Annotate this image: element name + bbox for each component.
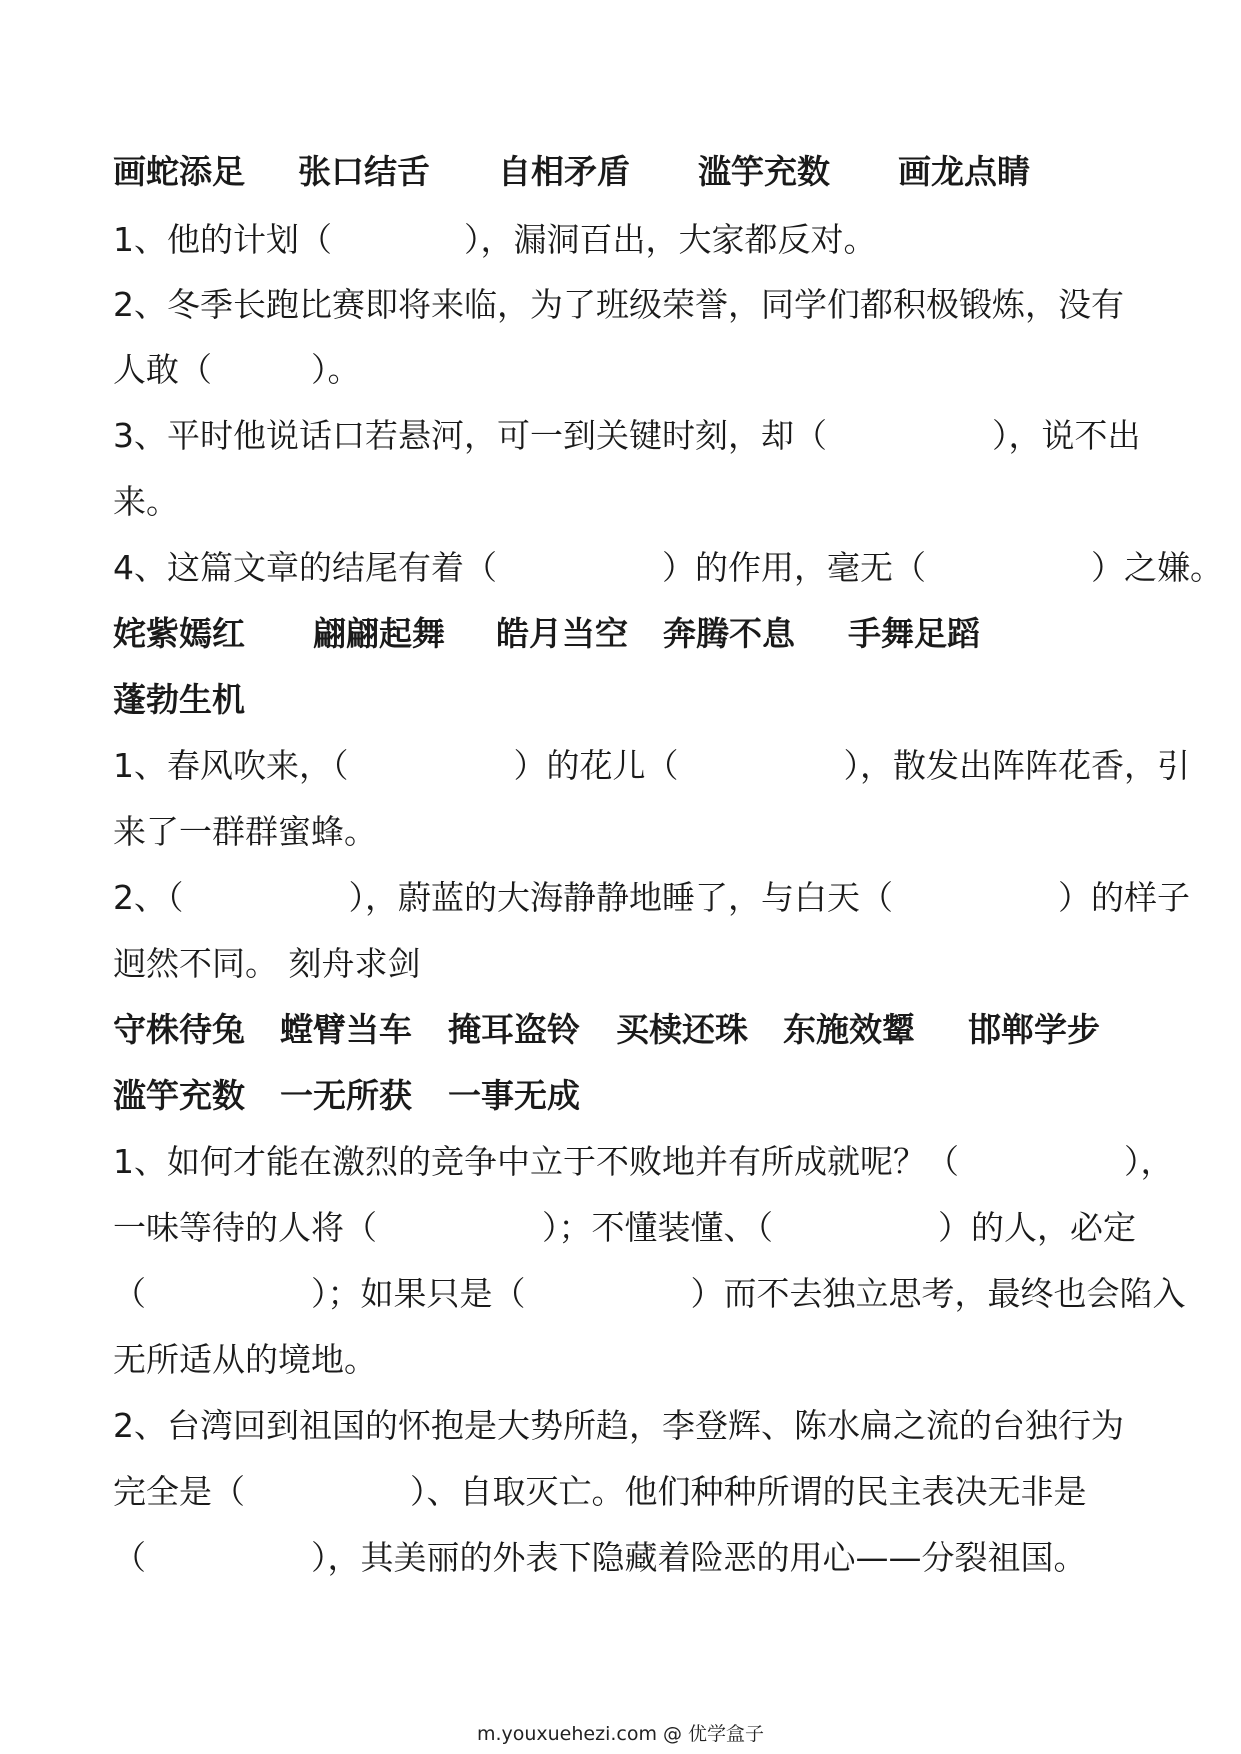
- question-text: 2、台湾回到祖国的怀抱是大势所趋，李登辉、陈水扁之流的台独行为: [113, 1406, 1124, 1445]
- question-text: （ ），其美丽的外表下隐藏着险恶的用心——分裂祖国。: [113, 1538, 1087, 1577]
- question-text: 完全是（ ）、自取灭亡。他们种种所谓的民主表决无非是: [113, 1472, 1087, 1511]
- question-text: （ ）；如果只是（ ）而不去独立思考，最终也会陷入: [113, 1274, 1186, 1313]
- word-bank-item: 翩翩起舞: [313, 614, 445, 653]
- question-text: 一味等待的人将（ ）；不懂装懂、（ ）的人，必定: [113, 1208, 1136, 1247]
- question-text: 迥然不同。 刻舟求剑: [113, 944, 421, 983]
- word-bank-item: 一无所获: [280, 1076, 412, 1115]
- question-text: 1、春风吹来，（ ）的花儿（ ），散发出阵阵花香，引: [113, 746, 1190, 785]
- word-bank-item: 皓月当空: [496, 614, 628, 653]
- word-bank-item: 手舞足蹈: [848, 614, 980, 653]
- footer-watermark: m.youxuehezi.com @ 优学盒子: [476, 1723, 765, 1745]
- word-bank-item: 东施效颦: [783, 1010, 915, 1049]
- question-text: 来。: [113, 482, 179, 521]
- word-bank-item: 滥竽充数: [113, 1076, 245, 1115]
- word-bank-item: 邯郸学步: [968, 1010, 1100, 1049]
- question-text: 3、平时他说话口若悬河，可一到关键时刻，却（ ），说不出: [113, 416, 1141, 455]
- word-bank-item: 守株待兔: [113, 1010, 245, 1049]
- word-bank-item: 自相矛盾: [498, 152, 630, 191]
- word-bank-item: 画龙点睛: [898, 152, 1030, 191]
- word-bank-item: 掩耳盗铃: [448, 1010, 580, 1049]
- question-text: 4、这篇文章的结尾有着（ ）的作用，毫无（ ）之嫌。: [113, 548, 1223, 587]
- question-text: 2、（ ），蔚蓝的大海静静地睡了，与白天（ ）的样子: [113, 878, 1190, 917]
- question-text: 无所适从的境地。: [113, 1340, 377, 1379]
- word-bank-item: 滥竽充数: [698, 152, 830, 191]
- question-text: 1、如何才能在激烈的竞争中立于不败地并有所成就呢？（ ），: [113, 1142, 1174, 1181]
- word-bank-item: 奔腾不息: [663, 614, 795, 653]
- word-bank-item: 姹紫嫣红: [113, 614, 245, 653]
- question-text: 2、冬季长跑比赛即将来临，为了班级荣誉，同学们都积极锻炼，没有: [113, 285, 1124, 324]
- word-bank-item: 一事无成: [448, 1076, 580, 1115]
- word-bank-item: 买椟还珠: [616, 1010, 748, 1049]
- question-text: 来了一群群蜜蜂。: [113, 812, 377, 851]
- word-bank-item: 螳臂当车: [280, 1010, 412, 1049]
- word-bank-item: 蓬勃生机: [113, 680, 245, 719]
- word-bank-item: 画蛇添足: [113, 152, 245, 191]
- word-bank-item: 张口结舌: [298, 152, 430, 191]
- question-text: 1、他的计划（ ），漏洞百出，大家都反对。: [113, 220, 877, 259]
- question-text: 人敢（ ）。: [113, 350, 361, 389]
